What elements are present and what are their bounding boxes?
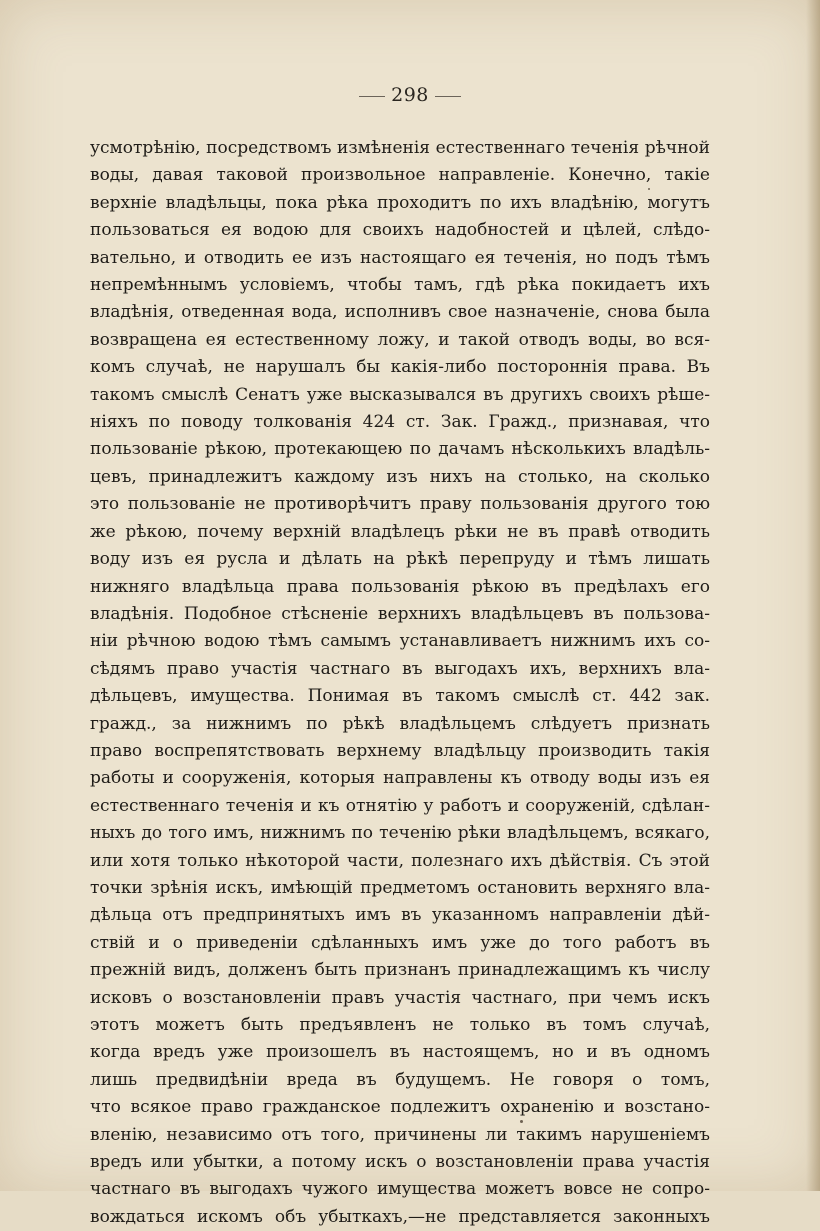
text-line: пользоваться ея водою для своихъ надобностей и цѣлей, слѣдо- <box>90 220 710 241</box>
text-line: ніи рѣчною водою тѣмъ самымъ устанавливаетъ нижнимъ ихъ со- <box>90 631 710 652</box>
dash-left <box>359 96 385 97</box>
text-line: этотъ можетъ быть предъявленъ не только въ томъ случаѣ, <box>90 1015 710 1035</box>
text-line: ствій и о приведеніи сдѣланныхъ имъ уже до того работъ въ <box>90 932 710 953</box>
text-line: пользованіе рѣкою, протекающею по дачамъ нѣсколькихъ владѣль- <box>90 439 710 460</box>
text-line: исковъ о возстановленіи правъ участія частнаго, при чемъ искъ <box>90 987 710 1008</box>
text-line: сѣдямъ право участія частнаго въ выгодахъ ихъ, верхнихъ вла- <box>90 658 710 679</box>
paper-speck <box>520 1120 523 1123</box>
text-line: работы и сооруженія, которыя направлены къ отводу воды изъ ея <box>90 768 710 789</box>
text-line: лишь предвидѣніи вреда въ будущемъ. Не говоря о томъ, <box>90 1069 710 1090</box>
text-line: право воспрепятствовать верхнему владѣльцу производить такія <box>90 740 710 761</box>
text-line: владѣнія, отведенная вода, исполнивъ свое назначеніе, снова была <box>90 302 710 323</box>
text-line: верхніе владѣльцы, пока рѣка проходитъ по ихъ владѣнію, могутъ <box>90 192 710 213</box>
page-number-header <box>0 84 820 106</box>
text-line: вредъ или убытки, а потому искъ о возстановленіи права участія <box>90 1152 710 1173</box>
text-line: вождаться искомъ объ убыткахъ,—не представляется законныхъ <box>90 1206 710 1227</box>
text-line: возвращена ея естественному ложу, и такой отводъ воды, во вся- <box>90 329 710 350</box>
text-line: прежній видъ, долженъ быть признанъ принадлежащимъ къ числу <box>90 960 710 981</box>
binding-shadow <box>806 0 820 1191</box>
paper-speck <box>648 188 650 190</box>
text-line: непремѣннымъ условіемъ, чтобы тамъ, гдѣ рѣка покидаетъ ихъ <box>90 275 710 296</box>
text-line: дѣльца отъ предпринятыхъ имъ въ указанномъ направленіи дѣй- <box>90 905 710 926</box>
text-line: воды, давая таковой произвольное направленіе. Конечно, такіе <box>90 165 710 186</box>
text-line: комъ случаѣ, не нарушалъ бы какія-либо постороннія права. Въ <box>90 357 710 378</box>
page-number: 298 <box>391 84 429 106</box>
text-line: или хотя только нѣкоторой части, полезнаго ихъ дѣйствія. Съ этой <box>90 850 710 871</box>
text-line: усмотрѣнію, посредствомъ измѣненія естественнаго теченія рѣчной <box>90 138 710 158</box>
text-line: когда вредъ уже произошелъ въ настоящемъ, но и въ одномъ <box>90 1042 710 1063</box>
text-line: частнаго въ выгодахъ чужого имущества можетъ вовсе не сопро- <box>90 1179 710 1200</box>
body-text <box>90 135 710 1231</box>
text-line: цевъ, принадлежитъ каждому изъ нихъ на столько, на сколько <box>90 466 710 487</box>
text-line: что всякое право гражданское подлежитъ охраненію и возстано- <box>90 1097 710 1118</box>
text-line: же рѣкою, почему верхній владѣлецъ рѣки не въ правѣ отводить <box>90 521 710 542</box>
text-line: естественнаго теченія и къ отнятію у работъ и сооруженій, сдѣлан- <box>90 795 710 816</box>
text-line: точки зрѣнія искъ, имѣющій предметомъ остановить верхняго вла- <box>90 877 710 898</box>
text-line: владѣнія. Подобное стѣсненіе верхнихъ владѣльцевъ въ пользова- <box>90 603 710 624</box>
text-line: ныхъ до того имъ, нижнимъ по теченію рѣки владѣльцемъ, всякаго, <box>90 823 710 844</box>
text-line: такомъ смыслѣ Сенатъ уже высказывался въ другихъ своихъ рѣше- <box>90 384 710 405</box>
text-line: гражд., за нижнимъ по рѣкѣ владѣльцемъ слѣдуетъ признать <box>90 713 710 734</box>
text-line: это пользованіе не противорѣчитъ праву пользованія другого тою <box>90 494 710 515</box>
dash-right <box>435 96 461 97</box>
text-line: ніяхъ по поводу толкованія 424 ст. Зак. Гражд., признавая, что <box>90 412 710 433</box>
text-line: дѣльцевъ, имущества. Понимая въ такомъ смыслѣ ст. 442 зак. <box>90 686 710 707</box>
text-line: нижняго владѣльца права пользованія рѣкою въ предѣлахъ его <box>90 576 710 597</box>
text-line: вленію, независимо отъ того, причинены ли такимъ нарушеніемъ <box>90 1124 710 1145</box>
text-line: воду изъ ея русла и дѣлать на рѣкѣ перепруду и тѣмъ лишать <box>90 549 710 570</box>
text-line: вательно, и отводить ее изъ настоящаго ея теченія, но подъ тѣмъ <box>90 247 710 268</box>
